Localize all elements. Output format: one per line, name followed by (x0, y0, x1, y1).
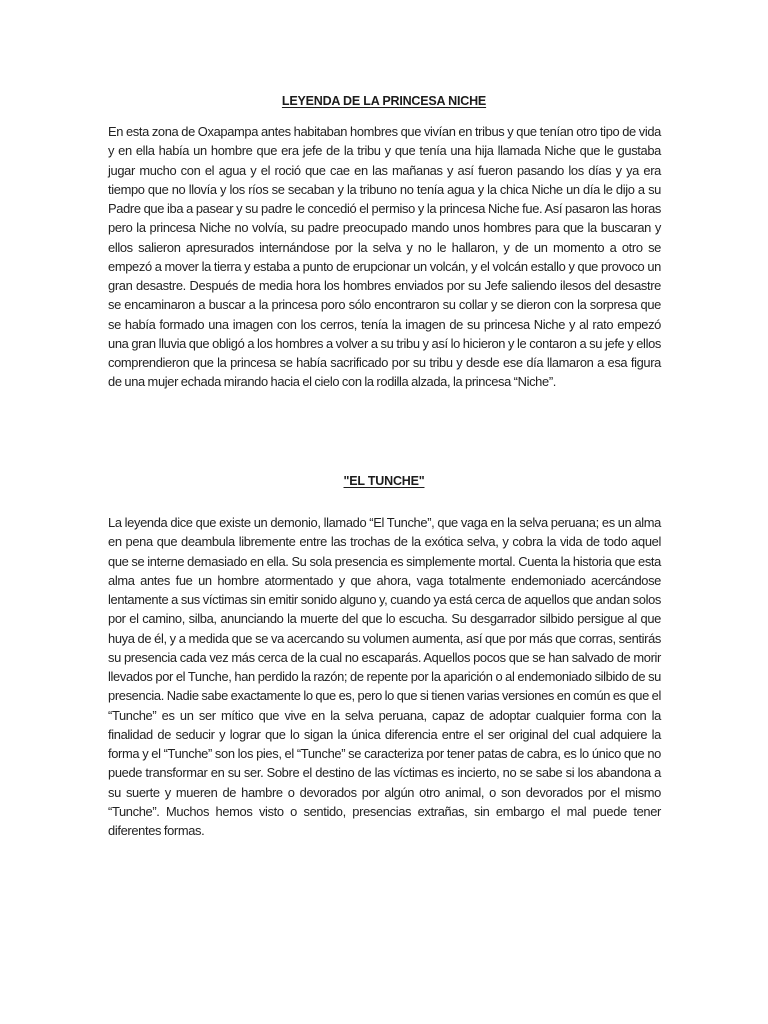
section-body-princesa-niche: En esta zona de Oxapampa antes habitaban hombres que vivían en tribus y que tenían otro tipo de vida y en ella había un hombre que era jefe de la tribu y que tenía una hija llamada Niche que le gustaba jugar mucho con el agua y el roció que cae en las mañanas y así fueron pasando los días y ya era tiempo que no llovía y los ríos se secaban y la tribuno no tenía agua y la chica Niche un día le dijo a su Padre que iba a pasear y su padre le concedió el permiso y la princesa Niche fue. Así pasaron las horas pero la princesa Niche no volvía, su padre preocupado mando unos hombres para que la buscaran y ellos salieron apresurados internándose por la selva y no le hallaron, y de un momento a otro se empezó a mover la tierra y estaba a punto de erupcionar un volcán, y el volcán estallo y que provoco un gran desastre. Después de media hora los hombres enviados por su Jefe saliendo ilesos del desastre se encaminaron a buscar a la princesa poro sólo encontraron su collar y se dieron con la sorpresa que se había formado una imagen con los cerros, tenía la imagen de su princesa Niche y al rato empezó una gran lluvia que obligó a los hombres a volver a su tribu y así lo hicieron y le contaron a su jefe y ellos comprendieron que la princesa se había sacrificado por su tribu y desde ese día llamaron a esa figura de una mujer echada mirando hacia el cielo con la rodilla alzada, la princesa “Niche”. (108, 124, 661, 390)
section-title-text: "EL TUNCHE" (343, 474, 425, 488)
section-title-text: LEYENDA DE LA PRINCESA NICHE (281, 94, 487, 108)
section-title-el-tunche (108, 473, 660, 489)
section-body-el-tunche: La leyenda dice que existe un demonio, llamado “El Tunche”, que vaga en la selva peruana; es un alma en pena que deambula libremente entre las trochas de la exótica selva, y cobra la vida de todo aquel que se interne demasiado en ella. Su sola presencia es simplemente mortal. Cuenta la historia que esta alma antes fue un hombre atormentado y que ahora, vaga totalmente endemoniado acercándose lentamente a sus víctimas sin emitir sonido alguno y, cuando ya está cerca de aquellos que andan solos por el camino, silba, anunciando la muerte del que lo escucha. Su desgarrador silbido persigue al que huya de él, y a medida que se va acercando su volumen aumenta, así que por más que corras, sentirás su presencia cada vez más cerca de la cual no escaparás. Aquellos pocos que se han salvado de morir llevados por el Tunche, han perdido la razón; de repente por la aparición o al endemoniado silbido de su presencia. Nadie sabe exactamente lo que es, pero lo que si tienen varias versiones en común es que el “Tunche” es un ser mítico que vive en la selva peruana, capaz de adoptar cualquier forma con la finalidad de seducir y lograr que lo sigan la única diferencia entre el ser original del cual adquiere la forma y el “Tunche” son los pies, el “Tunche” se caracteriza por tener patas de cabra, es lo único que no puede transformar en su ser. Sobre el destino de las víctimas es incierto, no se sabe si los abandona a su suerte y mueren de hambre o devorados por algún otro animal, o son devorados por el mismo “Tunche”. Muchos hemos visto o sentido, presencias extrañas, sin embargo el mal puede tener diferentes formas. (108, 515, 661, 838)
section-title-princesa-niche (108, 93, 660, 109)
